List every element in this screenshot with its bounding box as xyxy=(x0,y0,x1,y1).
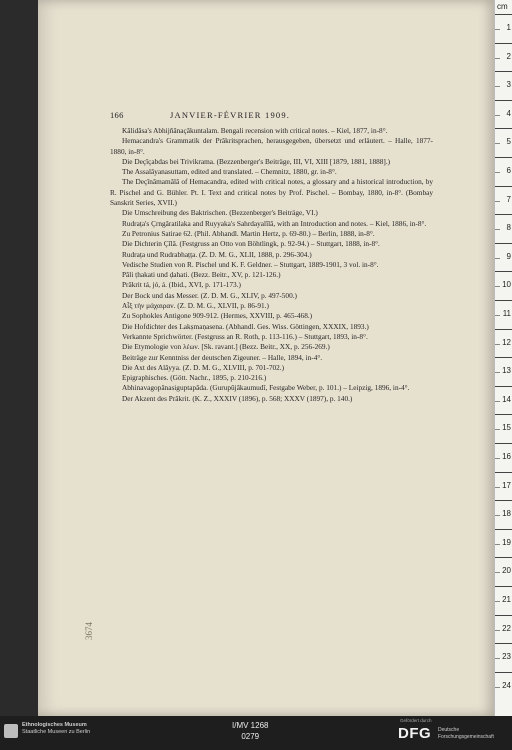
ruler-tick xyxy=(495,643,512,672)
page-number: 166 xyxy=(110,110,124,120)
ruler-minor-tick xyxy=(495,58,500,59)
shelfmark: I/MV 1268 xyxy=(232,721,269,730)
ruler-tick xyxy=(495,14,512,43)
ruler-minor-tick xyxy=(495,286,500,287)
ruler-tick xyxy=(495,529,512,558)
ruler-minor-tick xyxy=(495,487,500,488)
ruler-tick xyxy=(495,186,512,215)
ruler-tick xyxy=(495,243,512,272)
footer-bar xyxy=(0,716,512,750)
bibliography-entry: Pâli ṭhakati und ḍahati. (Bezz. Beitr., XV, p. 121-126.) xyxy=(122,270,281,280)
museum-name: Ethnologisches Museum Staatliche Museen zu Berlin xyxy=(22,722,91,735)
ruler-minor-tick xyxy=(495,544,500,545)
museum-logo-icon xyxy=(4,724,18,738)
ruler-tick xyxy=(495,615,512,644)
funded-by-label: Gefördert durch xyxy=(400,718,432,723)
ruler-tick xyxy=(495,71,512,100)
bibliography-entry: Epigraphisches. (Gött. Nachr., 1895, p. 210-216.) xyxy=(122,373,267,383)
ruler-label: 19 xyxy=(502,537,511,547)
bibliography-entry: Verkannte Sprichwörter. (Festgruss an R. Roth, p. 113-116.) – Stuttgart, 1893, in-8°. xyxy=(122,331,368,341)
ruler-label: 12 xyxy=(502,337,511,347)
handwritten-margin-note: 3674 xyxy=(84,622,94,640)
bibliography-entry: Zu Petronius Satirae 62. (Phil. Abhandl. Martin Hertz, p. 69-80.) – Berlin, 1888, in-8°. xyxy=(122,228,375,238)
bibliography-entry: Beiträge zur Kenntniss der deutschen Zigeuner. – Halle, 1894, in-4°. xyxy=(122,352,323,362)
ruler-label: 4 xyxy=(506,108,511,118)
ruler-tick xyxy=(495,500,512,529)
measurement-ruler xyxy=(494,0,512,716)
ruler-tick xyxy=(495,443,512,472)
ruler-tick xyxy=(495,557,512,586)
bibliography-entry: Kâlidâsa's Abhijñânaçâkuntalam. Bengali recension with critical notes. – Kiel, 1877, in-8°. xyxy=(122,126,388,135)
ruler-tick xyxy=(495,43,512,72)
ruler-label: 5 xyxy=(506,137,511,147)
bibliography-entry: The Deçînâmamâlâ of Hemacandra, edited with critical notes, a glossary and a historical introduction, by R. Pischel and G. Bühler. Pt. I. Text and critical notes by Prof. Pischel. – Bombay, 1880, in-8°. (Bombay Sanskrit Series, XVII.) xyxy=(110,177,433,208)
bibliography-entry: Die Axt des Alâyya. (Z. D. M. G., XLVIII, p. 701-702.) xyxy=(122,362,285,372)
ruler-label: 3 xyxy=(506,80,511,90)
bibliography-entry: Der Bock und das Messer. (Z. D. M. G., XLIV, p. 497-500.) xyxy=(122,290,297,300)
bibliography-list xyxy=(110,126,433,404)
ruler-minor-tick xyxy=(495,601,500,602)
bibliography-entry: Zu Sophokles Antigone 909-912. (Hermes, XXVIII, p. 465-468.) xyxy=(122,311,313,321)
ruler-label: 16 xyxy=(502,452,511,461)
ruler-tick xyxy=(495,357,512,386)
ruler-tick xyxy=(495,329,512,358)
bibliography-entry: Vedische Studien von R. Pischel und K. F. Geldner. – Stuttgart, 1889-1901, 3 vol. in-8°. xyxy=(122,259,379,269)
ruler-label: 8 xyxy=(506,223,511,233)
ruler-label: 21 xyxy=(502,595,511,604)
ruler-label: 24 xyxy=(502,680,511,690)
ruler-minor-tick xyxy=(495,515,500,516)
ruler-label: 13 xyxy=(502,366,511,376)
ruler-label: 14 xyxy=(502,394,511,404)
running-title: JANVIER-FÉVRIER 1909. xyxy=(170,110,291,120)
ruler-label: 1 xyxy=(506,23,511,32)
ruler-minor-tick xyxy=(495,229,500,230)
scanned-page xyxy=(38,0,494,716)
ruler-tick xyxy=(495,414,512,443)
bibliography-entry: Die Dichterin Çîlâ. (Festgruss an Otto von Böhtlingk, p. 92-94.) – Stuttgart, 1888, in-8°. xyxy=(122,239,380,249)
ruler-minor-tick xyxy=(495,458,500,459)
ruler-label: 15 xyxy=(502,423,511,433)
bibliography-entry: The Assalâyanasuttam, edited and translated. – Chemnitz, 1880, gr. in-8°. xyxy=(122,167,337,177)
ruler-minor-tick xyxy=(495,687,500,688)
bibliography-entry: Die Deçîçabdas bei Trivikrama. (Bezzenberger's Beiträge, III, VI, XIII [1879, 1881, 1888].) xyxy=(122,156,391,166)
ruler-minor-tick xyxy=(495,86,500,87)
bibliography-entry: Hemacandra's Grammatik der Prâkritsprachen, herausgegeben, übersetzt und erläutert. – Halle, 1877-1880, in-8°. xyxy=(110,136,433,156)
ruler-minor-tick xyxy=(495,658,500,659)
ruler-minor-tick xyxy=(495,372,500,373)
dfg-name: Deutsche Forschungsgemeinschaft xyxy=(438,727,494,740)
ruler-tick xyxy=(495,300,512,329)
ruler-minor-tick xyxy=(495,315,500,316)
ruler-minor-tick xyxy=(495,29,500,30)
ruler-label: 20 xyxy=(502,566,511,576)
ruler-label: 2 xyxy=(506,51,511,61)
shelfmark-block xyxy=(232,720,268,742)
ruler-tick xyxy=(495,672,512,701)
ruler-unit: cm xyxy=(497,2,508,11)
ruler-tick xyxy=(495,271,512,300)
ruler-label: 17 xyxy=(502,480,511,490)
ruler-tick xyxy=(495,214,512,243)
ruler-minor-tick xyxy=(495,201,500,202)
ruler-label: 10 xyxy=(502,280,511,290)
ruler-minor-tick xyxy=(495,572,500,573)
ruler-label: 18 xyxy=(502,509,511,519)
ruler-label: 6 xyxy=(506,166,511,175)
bibliography-entry: Rudrața's Çrngâratilaka and Ruyyaka's Sahrdayalîlâ, with an Introduction and notes. – Kiel, 1886, in-8°. xyxy=(122,218,427,228)
bibliography-entry: Die Umschreibung des Baktrischen. (Bezzenberger's Beiträge, VI.) xyxy=(122,208,318,218)
ruler-label: 7 xyxy=(506,194,511,204)
bibliography-entry: Die Hofdichter des Lakṣmaṇasena. (Abhandl. Ges. Wiss. Göttingen, XXXIX, 1893.) xyxy=(122,321,369,331)
ruler-minor-tick xyxy=(495,344,500,345)
ruler-minor-tick xyxy=(495,630,500,631)
bibliography-entry: Αἶξ τὴν μάχαιραν. (Z. D. M. G., XLVII, p. 86-91.) xyxy=(122,301,269,311)
ruler-minor-tick xyxy=(495,401,500,402)
ruler-tick xyxy=(495,586,512,615)
bibliography-entry: Der Akzent des Prâkrit. (K. Z., XXXIV (1896), p. 568; XXXV (1897), p. 140.) xyxy=(122,393,353,403)
ruler-minor-tick xyxy=(495,143,500,144)
page-header xyxy=(110,110,440,120)
ruler-tick xyxy=(495,128,512,157)
bibliography-entry: Rudrața und Rudrabhațța. (Z. D. M. G., XLII, 1888, p. 296-304.) xyxy=(122,249,312,259)
ruler-minor-tick xyxy=(495,258,500,259)
ruler-tick xyxy=(495,472,512,501)
ruler-label: 11 xyxy=(502,309,511,318)
bibliography-entry: Prâkrit tá, jó, á. (Ibid., XVI, p. 171-173.) xyxy=(122,280,241,290)
dfg-logo: DFG xyxy=(398,725,432,742)
ruler-minor-tick xyxy=(495,115,500,116)
scan-number: 0279 xyxy=(241,732,260,741)
bibliography-entry: Die Etymologie von λέων. [Sk. ravant.] (Bezz. Beitr., XX, p. 256-269.) xyxy=(122,342,330,352)
bibliography-entry: Abhinavagopânasiguptapâda. (Gurupûjâkaumudî, Festgabe Weber, p. 101.) – Leipzig, 1896, in-4°. xyxy=(122,383,410,393)
ruler-label: 23 xyxy=(502,652,511,662)
ruler-tick xyxy=(495,386,512,415)
ruler-label: 9 xyxy=(506,251,511,261)
ruler-minor-tick xyxy=(495,429,500,430)
ruler-tick xyxy=(495,157,512,186)
ruler-tick xyxy=(495,100,512,129)
ruler-minor-tick xyxy=(495,172,500,173)
ruler-label: 22 xyxy=(502,623,511,633)
